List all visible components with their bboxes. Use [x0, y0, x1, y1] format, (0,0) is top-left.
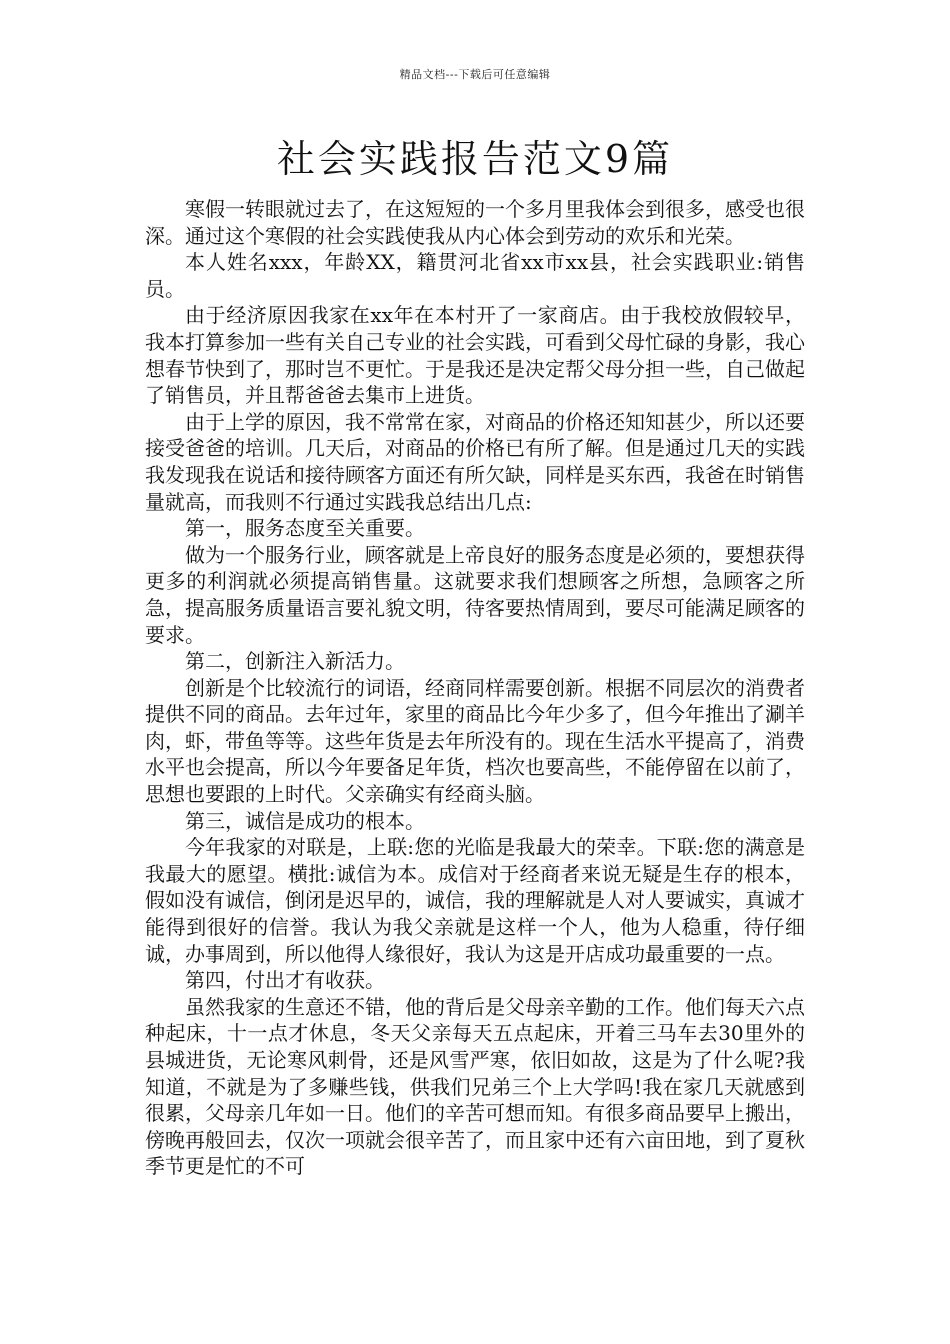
paragraph: 本人姓名xxx，年龄XX，籍贯河北省xx市xx县，社会实践职业:销售员。 [145, 250, 805, 301]
paragraph: 由于经济原因我家在xx年在本村开了一家商店。由于我校放假较早，我本打算参加一些有关自己专业的社会实践，可看到父母忙碌的身影，我心想春节快到了，那时岂不更忙。于是我还是决定帮父母分担一些，自己做起了销售员，并且帮爸爸去集市上进货。 [145, 303, 805, 408]
paragraph: 做为一个服务行业，顾客就是上帝良好的服务态度是必须的，要想获得更多的利润就必须提高销售量。这就要求我们想顾客之所想，急顾客之所急，提高服务质量语言要礼貌文明，待客要热情周到，要尽可能满足顾客的要求。 [145, 542, 805, 647]
section-heading: 第二，创新注入新活力。 [185, 649, 405, 674]
header-note: 精品文档---下载后可任意编辑 [399, 68, 551, 81]
document-title: 社会实践报告范文9篇 [276, 137, 674, 181]
section-heading: 第四，付出才有收获。 [185, 968, 385, 993]
paragraph: 寒假一转眼就过去了，在这短短的一个多月里我体会到很多，感受也很深。通过这个寒假的社会实践使我从内心体会到劳动的欢乐和光荣。 [145, 197, 805, 248]
document-body [145, 196, 805, 1180]
paragraph: 创新是个比较流行的词语，经商同样需要创新。根据不同层次的消费者提供不同的商品。去年过年，家里的商品比今年少多了，但今年推出了涮羊肉，虾，带鱼等等。这些年货是去年所没有的。现在生活水平提高了，消费水平也会提高，所以今年要备足年货，档次也要高些，不能停留在以前了，思想也要跟的上时代。父亲确实有经商头脑。 [145, 675, 805, 807]
section-heading: 第一，服务态度至关重要。 [185, 516, 425, 541]
section-heading: 第三，诚信是成功的根本。 [185, 808, 425, 833]
paragraph: 虽然我家的生意还不错，他的背后是父母亲辛勤的工作。他们每天六点种起床，十一点才休息，冬天父亲每天五点起床，开着三马车去30里外的县城进货，无论寒风刺骨，还是风雪严寒，依旧如故，这是为了什么呢?我知道，不就是为了多赚些钱，供我们兄弟三个上大学吗!我在家几天就感到很累，父母亲几年如一日。他们的辛苦可想而知。有很多商品要早上搬出，傍晚再般回去，仅次一项就会很辛苦了，而且家中还有六亩田地，到了夏秋季节更是忙的不可 [145, 994, 805, 1179]
paragraph: 由于上学的原因，我不常常在家，对商品的价格还知知甚少，所以还要接受爸爸的培训。几天后，对商品的价格已有所了解。但是通过几天的实践我发现我在说话和接待顾客方面还有所欠缺，同样是买东西，我爸在时销售量就高，而我则不行通过实践我总结出几点: [145, 409, 805, 514]
paragraph: 今年我家的对联是，上联:您的光临是我最大的荣幸。下联:您的满意是我最大的愿望。横批:诚信为本。成信对于经商者来说无疑是生存的根本，假如没有诚信，倒闭是迟早的，诚信，我的理解就是人对人要诚实，真诚才能得到很好的信誉。我认为我父亲就是这样一个人，他为人稳重，待仔细诚，办事周到，所以他得人缘很好，我认为这是开店成功最重要的一点。 [145, 835, 805, 966]
